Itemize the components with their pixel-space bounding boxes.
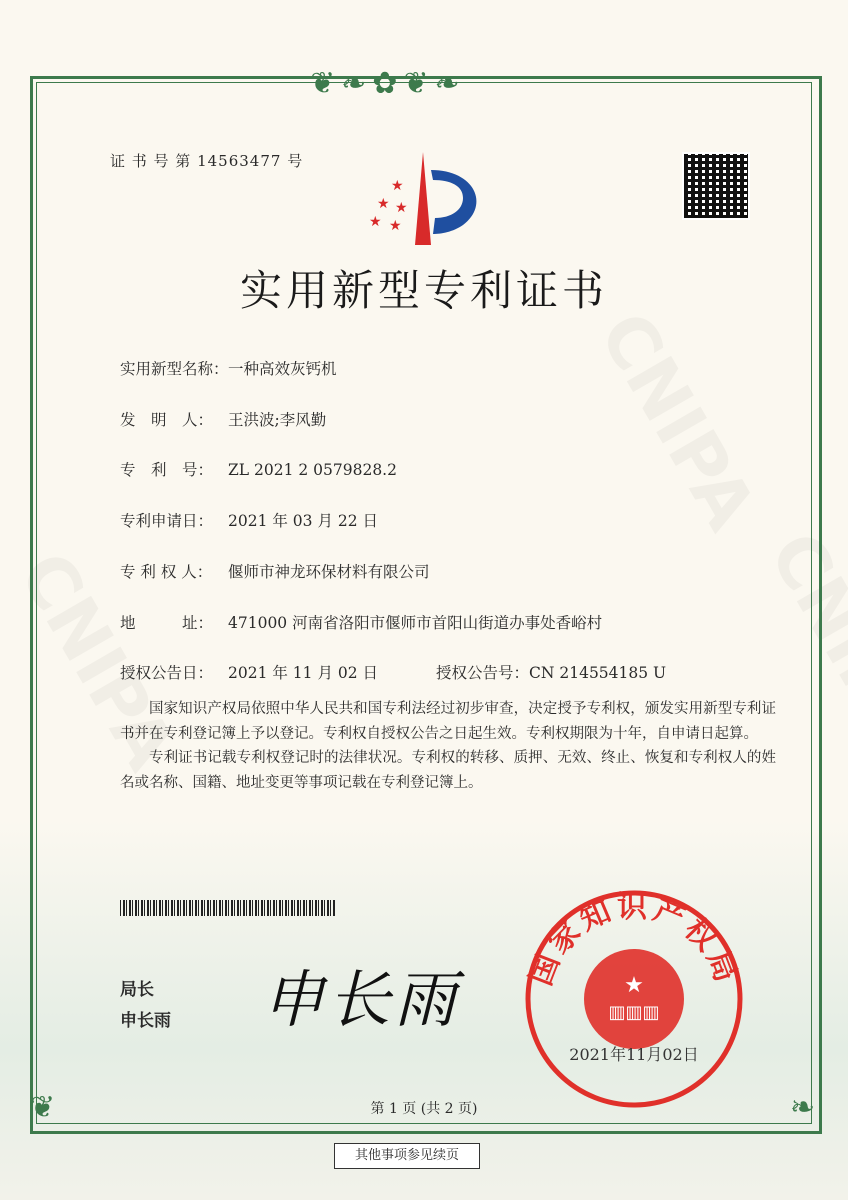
field-address: 地 址： 471000 河南省洛阳市偃师市首阳山街道办事处香峪村 xyxy=(120,614,603,632)
ornament-corner-icon: ❧ xyxy=(790,1090,816,1125)
svg-text:★: ★ xyxy=(624,973,644,998)
director-signature: 申长雨 xyxy=(262,963,461,1036)
svg-text:国家知识产权局: 国家知识产权局 xyxy=(523,890,745,991)
statement-paragraph: 专利证书记载专利权登记时的法律状况。专利权的转移、质押、无效、终止、恢复和专利权人的姓名或名称、国籍、地址变更等事项记载在专利登记簿上。 xyxy=(120,750,776,791)
barcode xyxy=(120,900,335,916)
qr-code xyxy=(682,152,750,220)
page-number: 第 1 页 (共 2 页) xyxy=(370,1101,478,1117)
ornament-corner-icon: ❦ xyxy=(30,1090,56,1125)
page-title: 实用新型专利证书 xyxy=(239,266,608,315)
svg-text:★: ★ xyxy=(377,196,390,212)
field-inventor: 发 明 人： 王洪波;李风勤 xyxy=(120,411,327,429)
ornament-top-icon: ❦❧✿❦❧ xyxy=(310,66,466,101)
field-patentee: 专 利 权 人： 偃师市神龙环保材料有限公司 xyxy=(120,563,430,581)
director-title: 局长 xyxy=(120,980,154,1000)
director-name: 申长雨 xyxy=(120,1011,171,1031)
field-announcement-number: 授权公告号：CN 214554185 U xyxy=(436,664,667,682)
svg-text:★: ★ xyxy=(369,214,382,230)
continuation-note: 其他事项参见续页 xyxy=(334,1143,480,1169)
certificate-number: 证 书 号 第 14563477 号 xyxy=(110,152,304,170)
statement-paragraph: 国家知识产权局依照中华人民共和国专利法经过初步审查，决定授予专利权，颁发实用新型专利证书并在专利登记簿上予以登记。专利权自授权公告之日起生效。专利权期限为十年，自申请日起算。 xyxy=(120,701,776,742)
field-name: 实用新型名称：一种高效灰钙机 xyxy=(120,360,337,378)
svg-text:▥▥▥: ▥▥▥ xyxy=(608,1002,660,1023)
cnipa-logo-icon xyxy=(365,150,490,250)
field-application-date: 专利申请日： 2021 年 03 月 22 日 xyxy=(120,512,379,530)
svg-text:★: ★ xyxy=(391,178,404,194)
svg-text:2021年11月02日: 2021年11月02日 xyxy=(569,1045,699,1064)
field-patent-number: 专 利 号： ZL 2021 2 0579828.2 xyxy=(120,461,397,479)
svg-text:★: ★ xyxy=(389,218,402,234)
official-seal xyxy=(523,888,745,1110)
certificate-statement xyxy=(120,697,776,795)
field-grant-date: 授权公告日： 2021 年 11 月 02 日 xyxy=(120,664,379,682)
svg-text:★: ★ xyxy=(395,200,408,216)
